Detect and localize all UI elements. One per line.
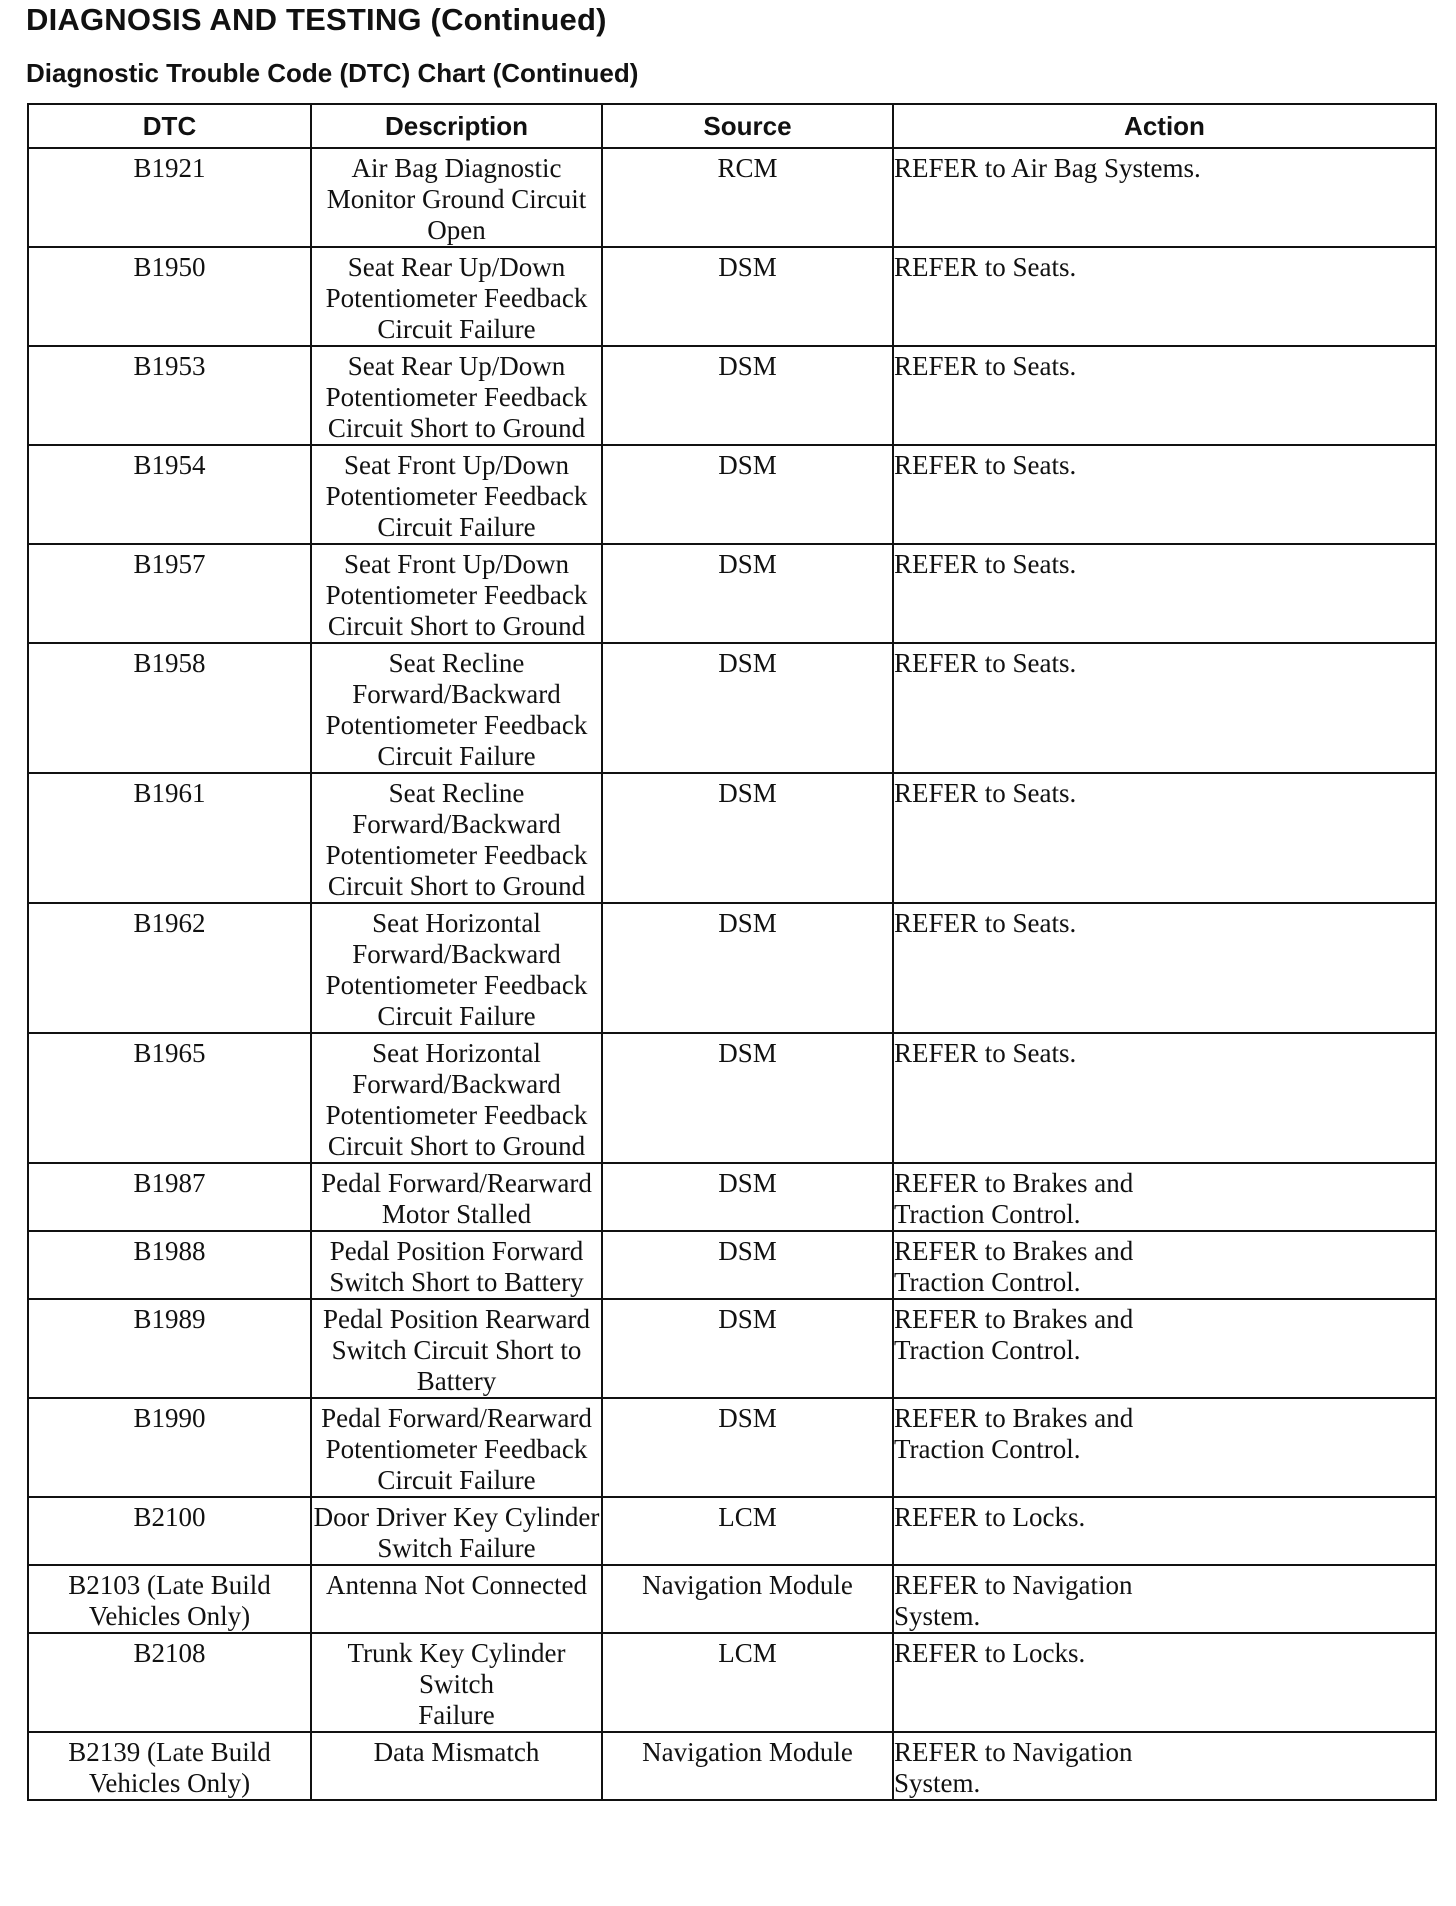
source-cell-text: DSM <box>718 1038 777 1068</box>
table-row <box>28 643 1436 773</box>
description-cell-text: Seat Front Up/Down Potentiometer Feedback Circuit Short to Ground <box>325 549 588 641</box>
source-cell <box>602 643 893 773</box>
column-header-dtc: DTC <box>28 104 311 148</box>
source-cell <box>602 1163 893 1231</box>
dtc-code-cell <box>28 1163 311 1231</box>
dtc-code-cell-text: B1953 <box>133 351 206 381</box>
source-cell <box>602 903 893 1033</box>
description-cell-text: Seat Recline Forward/Backward Potentiometer Feedback Circuit Short to Ground <box>325 778 588 901</box>
column-header-action: Action <box>893 104 1436 148</box>
table-row <box>28 445 1436 544</box>
dtc-code-cell <box>28 1497 311 1565</box>
source-cell-text: DSM <box>718 648 777 678</box>
source-cell-text: Navigation Module <box>642 1570 853 1600</box>
description-cell <box>311 643 602 773</box>
description-cell-text: Seat Horizontal Forward/Backward Potentiometer Feedback Circuit Short to Ground <box>325 1038 588 1161</box>
description-cell-text: Seat Horizontal Forward/Backward Potentiometer Feedback Circuit Failure <box>325 908 588 1031</box>
source-cell <box>602 346 893 445</box>
dtc-code-cell <box>28 544 311 643</box>
table-row <box>28 247 1436 346</box>
source-cell <box>602 148 893 247</box>
dtc-code-cell-text: B1987 <box>133 1168 206 1198</box>
action-cell <box>893 445 1436 544</box>
column-header-description: Description <box>311 104 602 148</box>
dtc-code-cell <box>28 1633 311 1732</box>
description-cell <box>311 1398 602 1497</box>
action-cell <box>893 643 1436 773</box>
source-cell-text: DSM <box>718 549 777 579</box>
source-cell <box>602 247 893 346</box>
dtc-code-cell-text: B1958 <box>133 648 206 678</box>
source-cell <box>602 1565 893 1633</box>
dtc-code-cell-text: B1965 <box>133 1038 206 1068</box>
dtc-code-cell <box>28 346 311 445</box>
description-cell-text: Seat Rear Up/Down Potentiometer Feedback Circuit Failure <box>325 252 588 344</box>
action-cell <box>893 148 1436 247</box>
dtc-code-cell <box>28 773 311 903</box>
table-row <box>28 1163 1436 1231</box>
table-row <box>28 1732 1436 1800</box>
action-cell-text: REFER to Seats. <box>894 252 1077 282</box>
description-cell <box>311 1565 602 1633</box>
action-cell-text: REFER to Navigation System. <box>894 1570 1133 1631</box>
table-row <box>28 1565 1436 1633</box>
action-cell-text: REFER to Seats. <box>894 908 1077 938</box>
source-cell <box>602 1633 893 1732</box>
source-cell-text: DSM <box>718 908 777 938</box>
action-cell <box>893 247 1436 346</box>
source-cell-text: DSM <box>718 1236 777 1266</box>
dtc-code-cell-text: B1921 <box>133 153 206 183</box>
source-cell-text: LCM <box>718 1502 777 1532</box>
action-cell-text: REFER to Locks. <box>894 1502 1086 1532</box>
action-cell-text: REFER to Seats. <box>894 351 1077 381</box>
table-row <box>28 1398 1436 1497</box>
dtc-code-cell-text: B2139 (Late Build Vehicles Only) <box>68 1737 271 1798</box>
description-cell-text: Trunk Key Cylinder Switch Failure <box>347 1638 566 1730</box>
description-cell <box>311 148 602 247</box>
dtc-code-cell-text: B1957 <box>133 549 206 579</box>
dtc-code-cell <box>28 1732 311 1800</box>
action-cell-text: REFER to Brakes and Traction Control. <box>894 1304 1134 1365</box>
description-cell <box>311 247 602 346</box>
action-cell-text: REFER to Air Bag Systems. <box>894 153 1201 183</box>
action-cell <box>893 544 1436 643</box>
dtc-code-cell <box>28 903 311 1033</box>
source-cell-text: DSM <box>718 450 777 480</box>
action-cell-text: REFER to Seats. <box>894 648 1077 678</box>
dtc-code-cell-text: B1988 <box>133 1236 206 1266</box>
source-cell-text: DSM <box>718 778 777 808</box>
dtc-code-cell-text: B1962 <box>133 908 206 938</box>
table-body <box>28 148 1436 1800</box>
source-cell-text: Navigation Module <box>642 1737 853 1767</box>
source-cell-text: DSM <box>718 351 777 381</box>
action-cell-text: REFER to Locks. <box>894 1638 1086 1668</box>
description-cell-text: Pedal Position Forward Switch Short to Battery <box>329 1236 584 1297</box>
table-row <box>28 903 1436 1033</box>
table-row <box>28 773 1436 903</box>
source-cell-text: DSM <box>718 1403 777 1433</box>
table-row <box>28 1497 1436 1565</box>
table-row <box>28 1633 1436 1732</box>
description-cell-text: Pedal Position Rearward Switch Circuit Short to Battery <box>323 1304 590 1396</box>
dtc-code-cell <box>28 1231 311 1299</box>
action-cell <box>893 1163 1436 1231</box>
dtc-code-cell <box>28 643 311 773</box>
description-cell-text: Antenna Not Connected <box>326 1570 587 1600</box>
description-cell <box>311 1033 602 1163</box>
dtc-code-cell-text: B1990 <box>133 1403 206 1433</box>
dtc-code-cell-text: B1950 <box>133 252 206 282</box>
action-cell-text: REFER to Brakes and Traction Control. <box>894 1236 1134 1297</box>
dtc-code-cell <box>28 148 311 247</box>
action-cell-text: REFER to Seats. <box>894 778 1077 808</box>
table-row <box>28 1033 1436 1163</box>
column-header-source: Source <box>602 104 893 148</box>
action-cell <box>893 903 1436 1033</box>
action-cell-text: REFER to Navigation System. <box>894 1737 1133 1798</box>
dtc-code-cell-text: B1961 <box>133 778 206 808</box>
description-cell <box>311 544 602 643</box>
description-cell <box>311 773 602 903</box>
source-cell-text: DSM <box>718 252 777 282</box>
source-cell <box>602 1732 893 1800</box>
dtc-code-cell-text: B2103 (Late Build Vehicles Only) <box>68 1570 271 1631</box>
table-row <box>28 1299 1436 1398</box>
action-cell <box>893 1299 1436 1398</box>
description-cell-text: Seat Front Up/Down Potentiometer Feedback Circuit Failure <box>325 450 588 542</box>
source-cell-text: RCM <box>717 153 778 183</box>
description-cell <box>311 445 602 544</box>
description-cell-text: Door Driver Key Cylinder Switch Failure <box>313 1502 600 1563</box>
dtc-code-cell <box>28 247 311 346</box>
table-row <box>28 346 1436 445</box>
action-cell-text: REFER to Seats. <box>894 450 1077 480</box>
action-cell <box>893 346 1436 445</box>
source-cell <box>602 1033 893 1163</box>
page-title: DIAGNOSIS AND TESTING (Continued) <box>26 2 607 37</box>
section-title: Diagnostic Trouble Code (DTC) Chart (Continued) <box>26 58 639 88</box>
dtc-code-cell-text: B1989 <box>133 1304 206 1334</box>
dtc-code-cell <box>28 1033 311 1163</box>
description-cell-text: Pedal Forward/Rearward Potentiometer Feedback Circuit Failure <box>321 1403 592 1495</box>
description-cell-text: Seat Rear Up/Down Potentiometer Feedback Circuit Short to Ground <box>325 351 588 443</box>
description-cell-text: Pedal Forward/Rearward Motor Stalled <box>321 1168 592 1229</box>
description-cell-text: Air Bag Diagnostic Monitor Ground Circuit Open <box>326 153 587 245</box>
table-row <box>28 544 1436 643</box>
dtc-code-cell <box>28 1565 311 1633</box>
source-cell <box>602 1299 893 1398</box>
description-cell <box>311 1163 602 1231</box>
dtc-code-cell <box>28 445 311 544</box>
source-cell-text: LCM <box>718 1638 777 1668</box>
description-cell <box>311 1732 602 1800</box>
action-cell-text: REFER to Brakes and Traction Control. <box>894 1403 1134 1464</box>
action-cell-text: REFER to Brakes and Traction Control. <box>894 1168 1134 1229</box>
action-cell-text: REFER to Seats. <box>894 1038 1077 1068</box>
table-row <box>28 148 1436 247</box>
source-cell <box>602 445 893 544</box>
source-cell <box>602 1231 893 1299</box>
source-cell <box>602 1497 893 1565</box>
table-header-row <box>28 104 1436 148</box>
description-cell <box>311 1497 602 1565</box>
description-cell <box>311 1299 602 1398</box>
description-cell <box>311 346 602 445</box>
description-cell-text: Data Mismatch <box>373 1737 540 1767</box>
table-row <box>28 1231 1436 1299</box>
dtc-code-cell-text: B2100 <box>133 1502 206 1532</box>
description-cell <box>311 903 602 1033</box>
action-cell <box>893 1033 1436 1163</box>
dtc-code-cell-text: B2108 <box>133 1638 206 1668</box>
description-cell <box>311 1231 602 1299</box>
source-cell <box>602 544 893 643</box>
description-cell-text: Seat Recline Forward/Backward Potentiometer Feedback Circuit Failure <box>325 648 588 771</box>
action-cell-text: REFER to Seats. <box>894 549 1077 579</box>
dtc-code-cell <box>28 1398 311 1497</box>
source-cell <box>602 1398 893 1497</box>
action-cell <box>893 1497 1436 1565</box>
dtc-chart-table <box>27 103 1437 1801</box>
source-cell <box>602 773 893 903</box>
dtc-code-cell <box>28 1299 311 1398</box>
action-cell <box>893 1231 1436 1299</box>
action-cell <box>893 1633 1436 1732</box>
action-cell <box>893 773 1436 903</box>
action-cell <box>893 1565 1436 1633</box>
source-cell-text: DSM <box>718 1304 777 1334</box>
action-cell <box>893 1732 1436 1800</box>
action-cell <box>893 1398 1436 1497</box>
source-cell-text: DSM <box>718 1168 777 1198</box>
description-cell <box>311 1633 602 1732</box>
dtc-code-cell-text: B1954 <box>133 450 206 480</box>
